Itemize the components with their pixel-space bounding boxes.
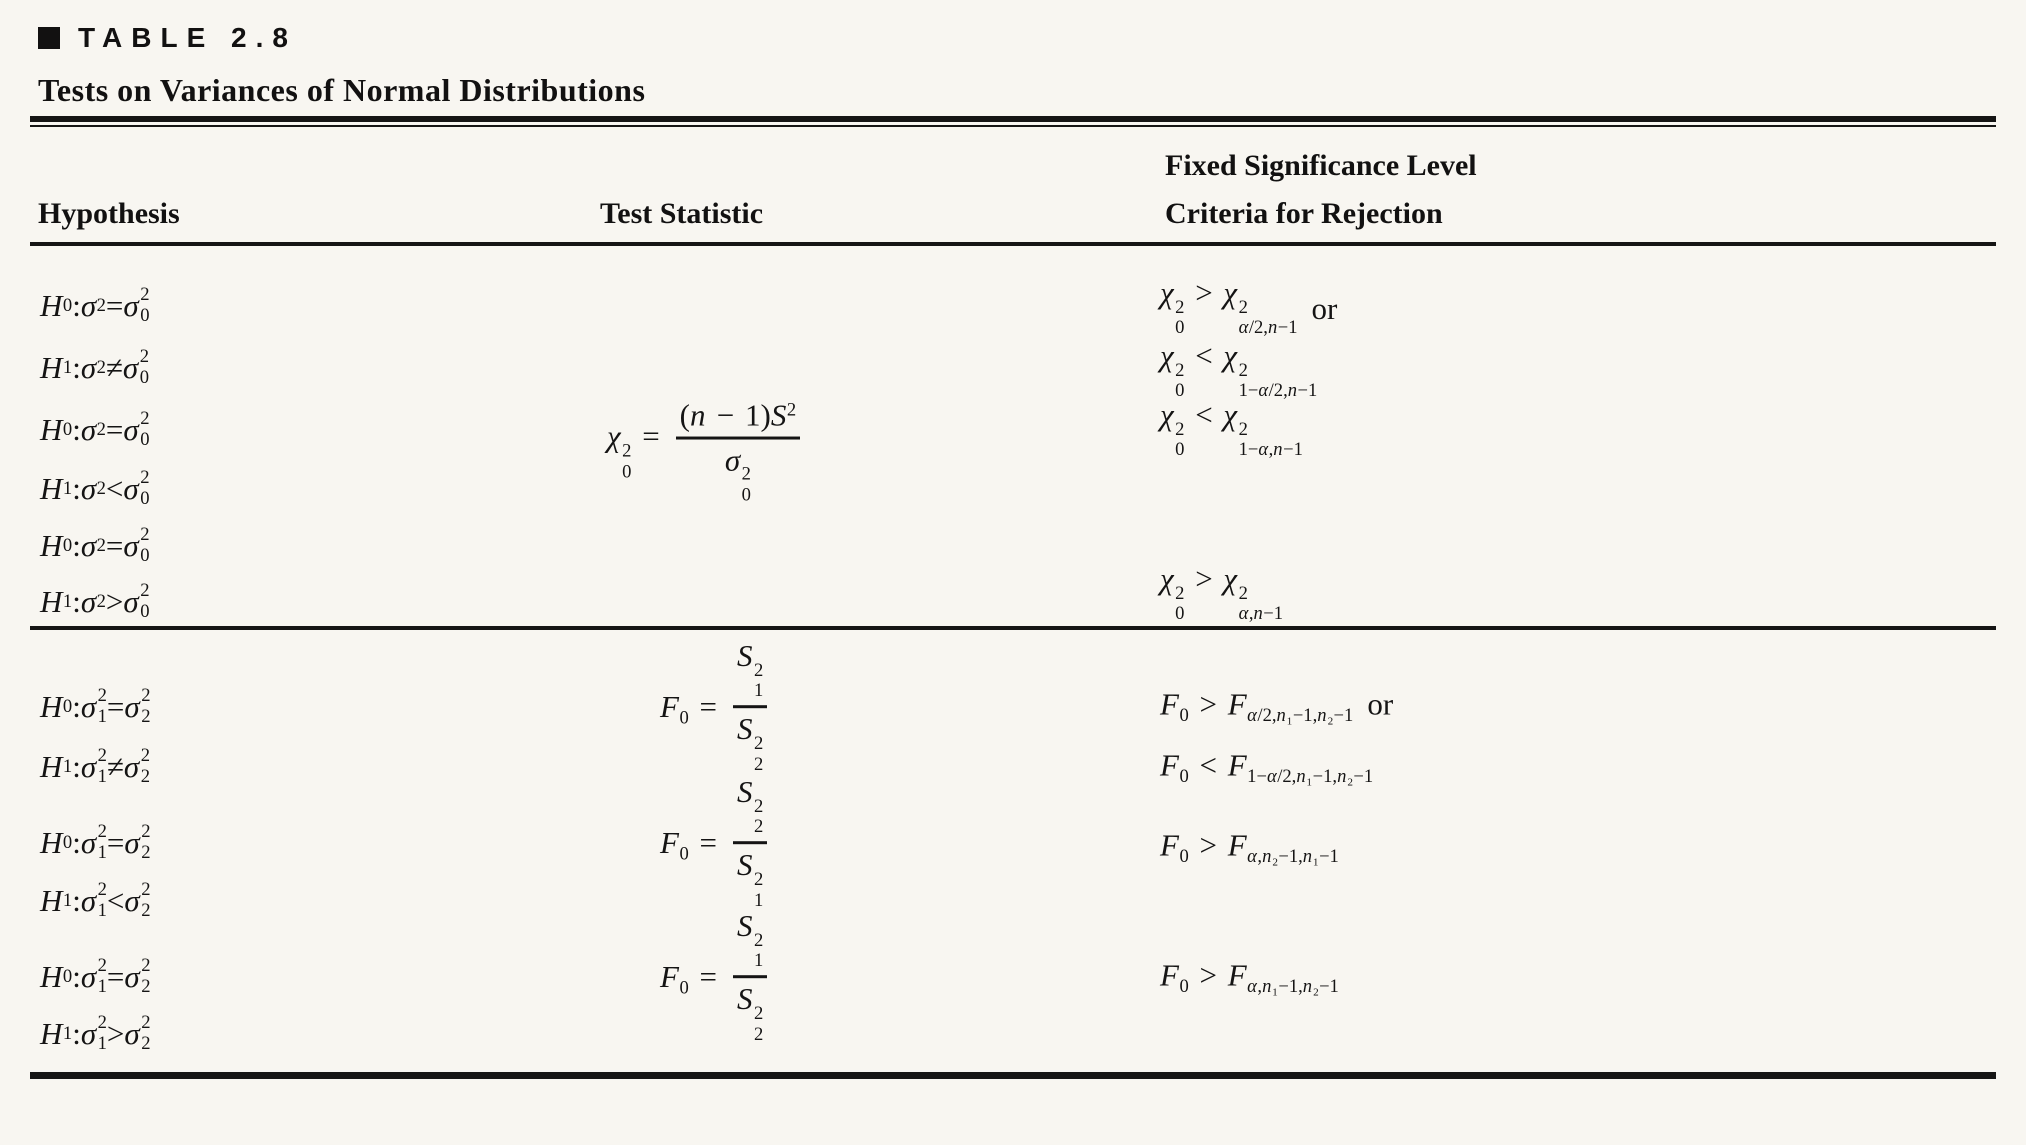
criteria-math: χ 2 0 < χ 2 1−α,n−1 [1160,396,1303,461]
criteria-math: $F_0 < F_{1-\alpha/2,n_1-1,n_2-1}$ [1160,747,1374,787]
hypothesis-formula: H 0 : σ 2 1 = σ 2 2 [40,821,151,863]
hypothesis-formula: H 0 : σ 2 = σ 2 0 [40,524,150,566]
hypothesis-formula: H 1 : σ 2 1 ≠ σ 2 2 [40,745,151,787]
hypothesis-formula: H 1 : σ 2 1 < σ 2 2 [40,879,151,921]
section-divider-rule [30,626,1996,630]
column-header-criteria-line1: Fixed Significance Level [1165,149,1477,182]
criteria-formula [1160,337,1318,402]
criteria-math: $F_0 > F_{\alpha,n_2-1,n_1-1}$ [1160,827,1339,867]
hypothesis-formula: H 1 : σ 2 > σ 2 0 [40,580,150,622]
criteria-math: χ 2 0 > χ 2 α,n−1 [1160,560,1284,625]
hypothesis-formula: H 0 : σ 2 1 = σ 2 2 [40,955,151,997]
test-statistic-formula: $F_0$ = S 2 1 S 2 2 [660,635,767,779]
square-bullet-icon [38,27,60,49]
test-statistic-formula: χ 2 0 = $(n - 1)S^2$ σ 2 0 [607,395,800,510]
criteria-formula [1160,274,1338,339]
hypothesis-formula: H 1 : σ 2 1 > σ 2 2 [40,1012,151,1054]
table-top-rule [30,116,1996,127]
table-label [38,22,297,54]
hypothesis-formula: H 1 : σ 2 < σ 2 0 [40,467,150,509]
criteria-formula [1160,827,1339,867]
criteria-math: $F_0 > F_{\alpha/2,n_1-1,n_2-1}$ [1160,686,1354,726]
criteria-formula [1160,747,1374,787]
criteria-math: $F_0 > F_{\alpha,n_1-1,n_2-1}$ [1160,957,1339,997]
column-header-hypothesis: Hypothesis [38,197,180,230]
hypothesis-formula: H 0 : σ 2 = σ 2 0 [40,284,150,326]
criteria-tail: or [1311,290,1338,326]
test-statistic-formula: $F_0$ = S 2 1 S 2 2 [660,905,767,1049]
criteria-formula [1160,957,1339,997]
hypothesis-formula: H 0 : σ 2 = σ 2 0 [40,408,150,450]
criteria-formula [1160,686,1394,726]
column-header-criteria-line2: Criteria for Rejection [1165,197,1443,230]
header-bottom-rule [30,242,1996,246]
criteria-formula [1160,396,1303,461]
criteria-math: χ 2 0 < χ 2 1−α/2,n−1 [1160,337,1318,402]
criteria-tail: or [1367,686,1394,722]
criteria-formula [1160,560,1284,625]
test-statistic-formula: $F_0$ = S 2 2 S 2 1 [660,771,767,915]
hypothesis-formula: H 1 : σ 2 ≠ σ 2 0 [40,346,150,388]
hypothesis-formula: H 0 : σ 2 1 = σ 2 2 [40,685,151,727]
table-number: TABLE 2.8 [78,22,297,53]
table-subtitle: Tests on Variances of Normal Distributions [38,72,646,108]
criteria-math: χ 2 0 > χ 2 α/2,n−1 [1160,274,1298,339]
column-header-test-statistic: Test Statistic [600,197,764,230]
table-bottom-rule [30,1072,1996,1079]
